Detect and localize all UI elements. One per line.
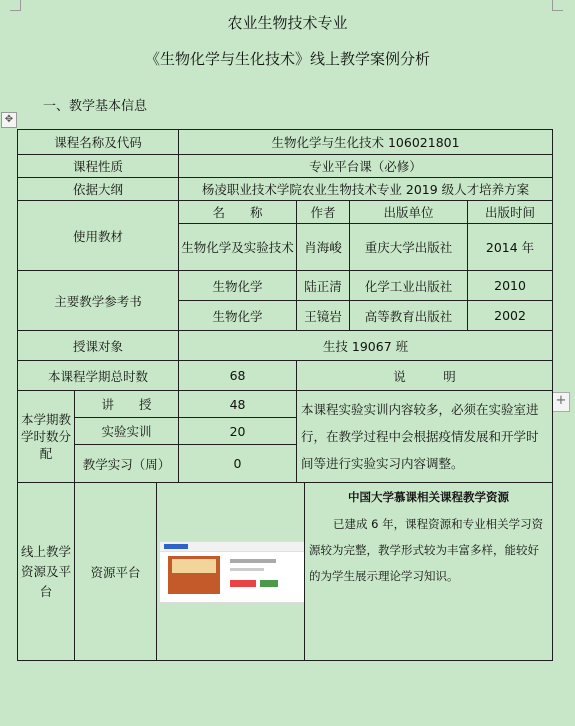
hours-label-practice: 教学实习（周）: [75, 445, 179, 483]
resource-title: 中国大学慕课相关课程教学资源: [348, 490, 510, 504]
section-heading: 一、教学基本信息: [43, 99, 148, 114]
textbook-header-author: 作者: [297, 201, 350, 224]
hours-value-lab: 20: [179, 418, 297, 445]
document-title-major: 农业生物技术专业: [227, 14, 348, 32]
reference-name: 生物化学: [179, 271, 297, 301]
course-name-label: 课程名称及代码: [18, 130, 179, 155]
screenshot-button: [230, 580, 256, 587]
hours-label-lab: 实验实训: [75, 418, 179, 445]
course-nature-label: 课程性质: [18, 155, 179, 178]
reference-year: 2002: [468, 301, 553, 331]
course-nature-value: 专业平台课（必修）: [179, 155, 553, 178]
textbook-name: 生物化学及实验技术: [179, 224, 297, 271]
reference-author: 王镜岩: [297, 301, 350, 331]
table-row: [18, 361, 553, 391]
textbook-publisher: 重庆大学出版社: [350, 224, 468, 271]
screenshot-text-line: [230, 568, 264, 571]
screenshot-text-line: [230, 559, 276, 563]
reference-name: 生物化学: [179, 301, 297, 331]
table-row: [18, 391, 553, 418]
resource-text: 已建成 6 年，课程资源和专业相关学习资源较为完整，教学形式较为丰富多样，能较好的为学生展示理论学习知识。: [309, 517, 544, 583]
table-row: [18, 271, 553, 301]
reference-author: 陆正清: [297, 271, 350, 301]
document-title-course: 《生物化学与生化技术》线上教学案例分析: [144, 50, 430, 68]
mooc-logo-icon: [164, 544, 188, 549]
mooc-screenshot-image: [159, 541, 305, 603]
reference-year: 2010: [468, 271, 553, 301]
hours-value-practice: 0: [179, 445, 297, 483]
textbook-header-publisher: 出版单位: [350, 201, 468, 224]
textbook-label: 使用教材: [18, 201, 179, 271]
total-hours-value: 68: [179, 361, 297, 391]
page-corner-mark-left: [10, 0, 21, 11]
basis-value: 杨凌职业技术学院农业生物技术专业 2019 级人才培养方案: [179, 178, 553, 201]
audience-label: 授课对象: [18, 331, 179, 361]
hours-group-label: 本学期教学时数分配: [18, 391, 75, 483]
textbook-year: 2014 年: [468, 224, 553, 271]
platform-screenshot: [157, 483, 305, 661]
reference-label: 主要教学参考书: [18, 271, 179, 331]
hours-value-lecture: 48: [179, 391, 297, 418]
page-corner-mark-right: [552, 0, 563, 11]
course-info-table: [17, 129, 553, 661]
total-hours-label: 本课程学期总时数: [18, 361, 179, 391]
resource-description: [305, 483, 553, 661]
table-row: [18, 483, 553, 661]
textbook-cover-title-band: [172, 559, 216, 573]
table-row: [18, 178, 553, 201]
platform-label: 资源平台: [75, 483, 157, 661]
reference-publisher: 高等教育出版社: [350, 301, 468, 331]
audience-value: 生技 19067 班: [179, 331, 553, 361]
table-row: [18, 155, 553, 178]
table-row: [18, 201, 553, 224]
table-row: [18, 331, 553, 361]
textbook-author: 肖海峻: [297, 224, 350, 271]
textbook-header-year: 出版时间: [468, 201, 553, 224]
basis-label: 依据大纲: [18, 178, 179, 201]
table-row: [18, 130, 553, 155]
online-resources-label: 线上教学资源及平台: [18, 483, 75, 661]
screenshot-button: [260, 580, 278, 587]
hours-label-lecture: 讲 授: [75, 391, 179, 418]
note-label: 说 明: [297, 361, 553, 391]
note-text: 本课程实验实训内容较多，必须在实验室进行，在教学过程中会根据疫情发展和开学时间等进行实验实习内容调整。: [297, 391, 553, 483]
textbook-header-name: 名 称: [179, 201, 297, 224]
course-name-value: 生物化学与生化技术 106021801: [179, 130, 553, 155]
table-move-handle-icon[interactable]: ✥: [1, 112, 17, 128]
reference-publisher: 化学工业出版社: [350, 271, 468, 301]
add-column-plus-icon[interactable]: +: [552, 392, 570, 412]
